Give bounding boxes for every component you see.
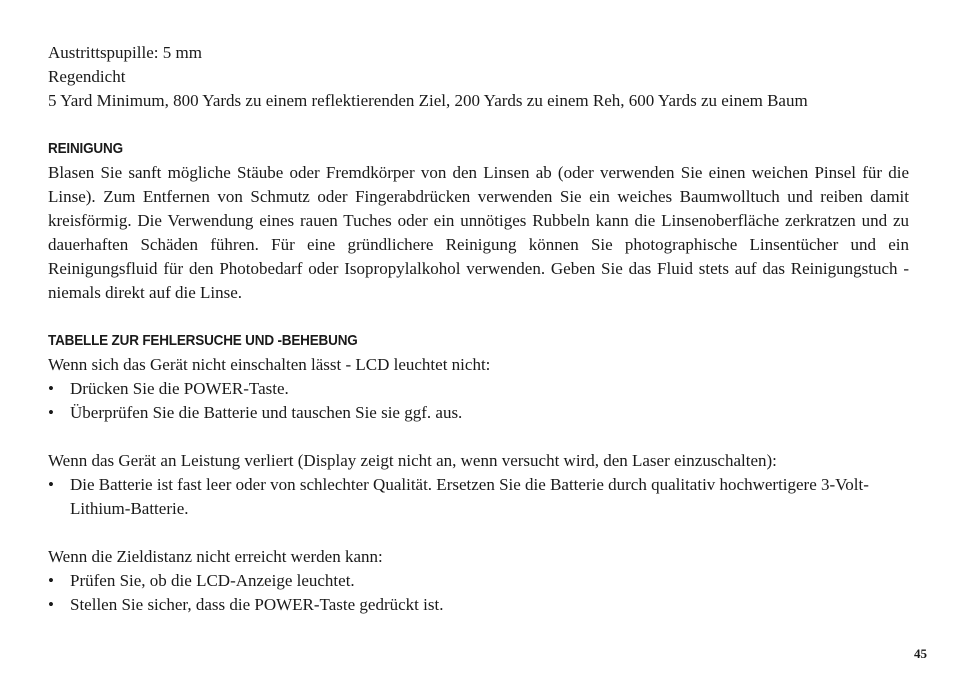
troubleshooting-section [48,329,909,617]
specifications-block [48,41,909,113]
cleaning-section [48,137,909,305]
list-item [48,593,909,617]
list-item [48,377,909,401]
list-item [48,473,909,521]
solution-text: Die Batterie ist fast leer oder von schlechter Qualität. Ersetzen Sie die Batterie durch qualitativ hochwertigere 3-Volt-Lithium-Batterie. [70,475,869,518]
document-page [48,41,909,617]
bullet-icon: • [48,403,54,422]
issue-block [48,545,909,617]
bullet-icon: • [48,571,54,590]
troubleshooting-heading: TABELLE ZUR FEHLERSUCHE UND -BEHEBUNG [48,332,358,349]
issue-block [48,353,909,425]
solution-list [48,569,909,617]
issue-problem: Wenn das Gerät an Leistung verliert (Display zeigt nicht an, wenn versucht wird, den Laser einzuschalten): [48,451,777,470]
solution-text: Prüfen Sie, ob die LCD-Anzeige leuchtet. [70,571,355,590]
cleaning-paragraph: Blasen Sie sanft mögliche Stäube oder Fremdkörper von den Linsen ab (oder verwenden Sie einen weichen Pinsel für die Linse). Zum Entfernen von Schmutz oder Fingerabdrücken verwenden Sie ein weiches Baumwolltuch und reiben damit kreisförmig. Die Verwendung eines rauen Tuches oder ein unnötiges Rubbeln kann die Linsenoberfläche zerkratzen und zu dauerhaften Schäden führen. Für eine gründlichere Reinigung können Sie photographische Linsentücher und ein Reinigungsfluid für den Photobedarf oder Isopropylalkohol verwenden. Geben Sie das Fluid stets auf das Reinigungstuch - niemals direkt auf die Linse. [48,163,909,302]
spec-exit-pupil: Austrittspupille: 5 mm [48,43,202,62]
solution-text: Überprüfen Sie die Batterie und tauschen Sie sie ggf. aus. [70,403,463,422]
bullet-icon: • [48,475,54,494]
spec-weatherproof: Regendicht [48,67,126,86]
solution-text: Drücken Sie die POWER-Taste. [70,379,289,398]
issue-problem: Wenn sich das Gerät nicht einschalten lässt - LCD leuchtet nicht: [48,355,491,374]
solution-text: Stellen Sie sicher, dass die POWER-Taste gedrückt ist. [70,595,444,614]
solution-list [48,377,909,425]
bullet-icon: • [48,379,54,398]
page-number: 45 [914,646,927,661]
cleaning-heading: REINIGUNG [48,140,123,157]
bullet-icon: • [48,595,54,614]
spec-range: 5 Yard Minimum, 800 Yards zu einem reflektierenden Ziel, 200 Yards zu einem Reh, 600 Yards zu einem Baum [48,91,808,110]
list-item [48,401,909,425]
issue-block [48,449,909,521]
issue-problem: Wenn die Zieldistanz nicht erreicht werden kann: [48,547,383,566]
solution-list [48,473,909,521]
list-item [48,569,909,593]
